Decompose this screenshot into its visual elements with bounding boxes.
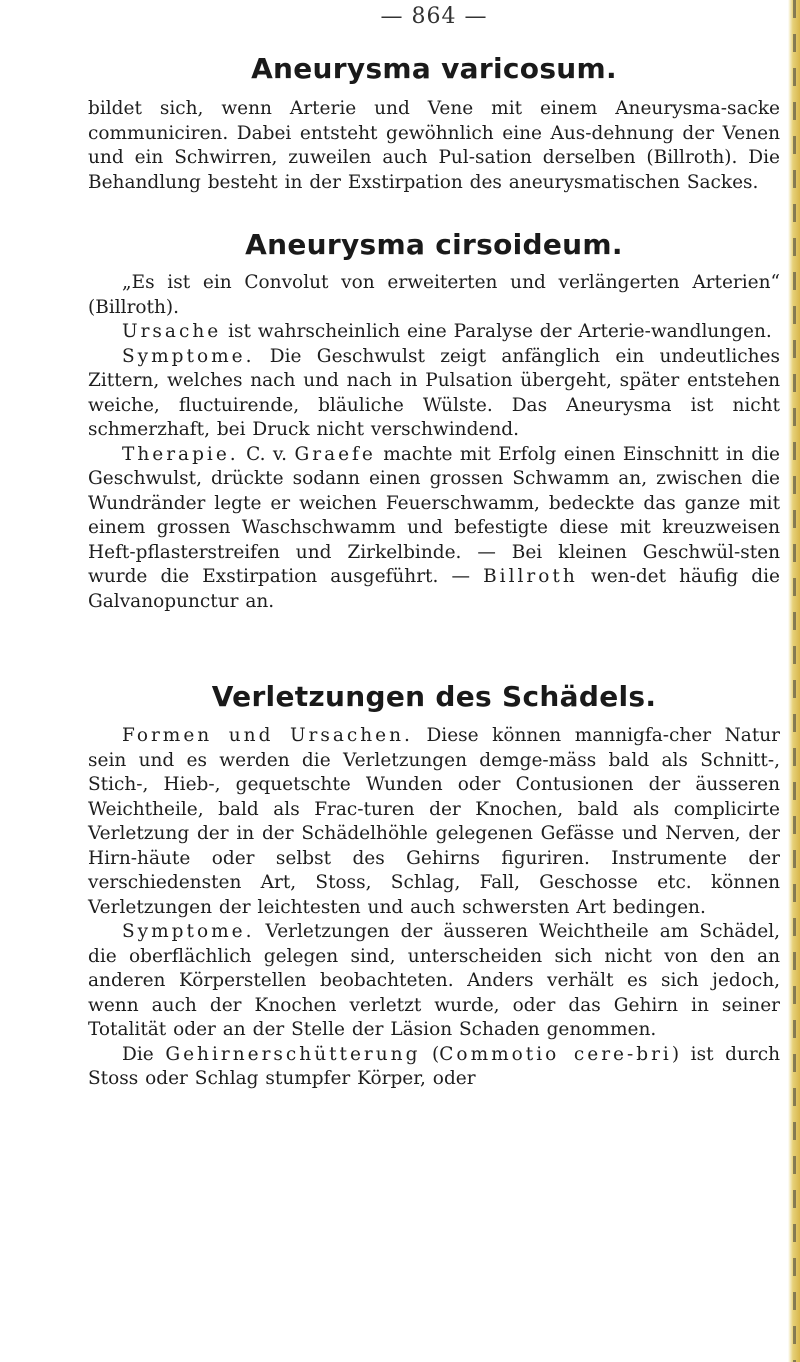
heading-aneurysma-cirsoideum: Aneurysma cirsoideum. (245, 228, 623, 261)
page-number: — 864 — (380, 4, 488, 29)
page-edge-shadow (793, 0, 796, 1362)
paragraph-aneurysma-varicosum: bildet sich, wenn Arterie und Vene mit einem Aneurysma-sacke communiciren. Dabei entsteht gewöhnlich eine Aus-dehnung der Venen und ein Schwirren, zuweilen auch Pul-sation derselben (Billroth). Die Behandlung besteht in der Exstirpation des aneurysmatischen Sackes. (88, 98, 780, 193)
text-gehirn-a: ( (420, 1043, 440, 1065)
label-formen: Formen und Ursachen. (122, 725, 413, 746)
text-symptome: Die Geschwulst zeigt anfänglich ein undeutliches Zittern, welches nach und nach in Pulsation übergeht, später entstehen weiche, fluctuirende, bläuliche Wülste. Das Aneurysma ist nicht schmerzhaft, bei Druck nicht verschwindend. (88, 345, 780, 440)
label-verletzungen-symptome: Symptome. (122, 921, 255, 942)
text-gehirn-prefix: Die (122, 1043, 166, 1065)
paragraph-verletzungen-symptome (88, 920, 780, 1043)
section-verletzungen-text (88, 724, 780, 1092)
label-ursache: Ursache (122, 321, 222, 342)
name-graefe: Graefe (294, 443, 376, 465)
text-ursache: ist wahrscheinlich eine Paralyse der Arterie-wandlungen. (221, 321, 772, 342)
paragraph-formen (88, 724, 780, 920)
text-verletzungen-symptome: Verletzungen der äusseren Weichtheile am Schädel, die oberflächlich gelegen sind, unterscheiden sich nicht von den an anderen Körperstellen beobachteten. Anders verhält es sich jedoch, wenn auch der Knochen verletzt wurde, oder das Gehirn in seiner Totalität oder an der Stelle der Läsion Schaden genommen. (88, 921, 780, 1040)
heading-verletzungen-schaedels: Verletzungen des Schädels. (211, 680, 657, 713)
section-aneurysma-varicosum-text (88, 97, 780, 195)
label-therapie: Therapie. (122, 443, 239, 465)
latin-commotio-cerebri: Commotio cere-bri (439, 1043, 672, 1065)
heading-aneurysma-varicosum: Aneurysma varicosum. (251, 52, 617, 85)
text-therapie-b: machte mit Erfolg einen Einschnitt in die Geschwulst, drückte sodann einen grossen Schwamm an, zwischen die Wundränder legte er weichen Feuerschwamm, bedeckte das ganze mit einem grossen Waschschwamm und befestigte diese mit kreuzweisen Heft-pflasterstreifen und Zirkelbinde. — Bei kleinen Geschwül-sten wurde die Exstirpation ausgeführt. — (88, 443, 781, 587)
label-symptome: Symptome. (122, 345, 255, 367)
section-aneurysma-cirsoideum-text (88, 271, 780, 614)
label-gehirnerschuetterung: Gehirnerschütterung (165, 1043, 421, 1065)
paragraph-cirsoideum-ursache (88, 320, 780, 345)
name-billroth: Billroth (483, 566, 578, 587)
paragraph-cirsoideum-therapie (88, 443, 780, 615)
text-gehirn-b: ) ist durch Stoss oder Schlag stumpfer Körper, oder (88, 1043, 781, 1089)
paragraph-cirsoideum-symptome (88, 345, 780, 443)
text-therapie-c: wen-det häufig die Galvanopunctur an. (88, 566, 780, 612)
paragraph-cirsoideum-quote: „Es ist ein Convolut von erweiterten und verlängerten Arterien“ (Billroth). (88, 272, 780, 318)
text-formen: Diese können mannigfa-cher Natur sein und es werden die Verletzungen demge-mäss bald als Schnitt-, Stich-, Hieb-, gequetschte Wunden oder Contusionen der äusseren Weichtheile, bald als Frac-turen der Knochen, bald als complicirte Verletzung der in der Schädelhöhle gelegenen Gefässe und Nerven, der Hirn-häute oder selbst des Gehirns figuriren. Instrumente der verschiedensten Art, Stoss, Schlag, Fall, Geschosse etc. können Verletzungen der leichtesten und auch schwersten Art bedingen. (88, 725, 781, 918)
paragraph-gehirnerschuetterung (88, 1043, 780, 1092)
text-therapie-a: C. v. (238, 443, 295, 465)
